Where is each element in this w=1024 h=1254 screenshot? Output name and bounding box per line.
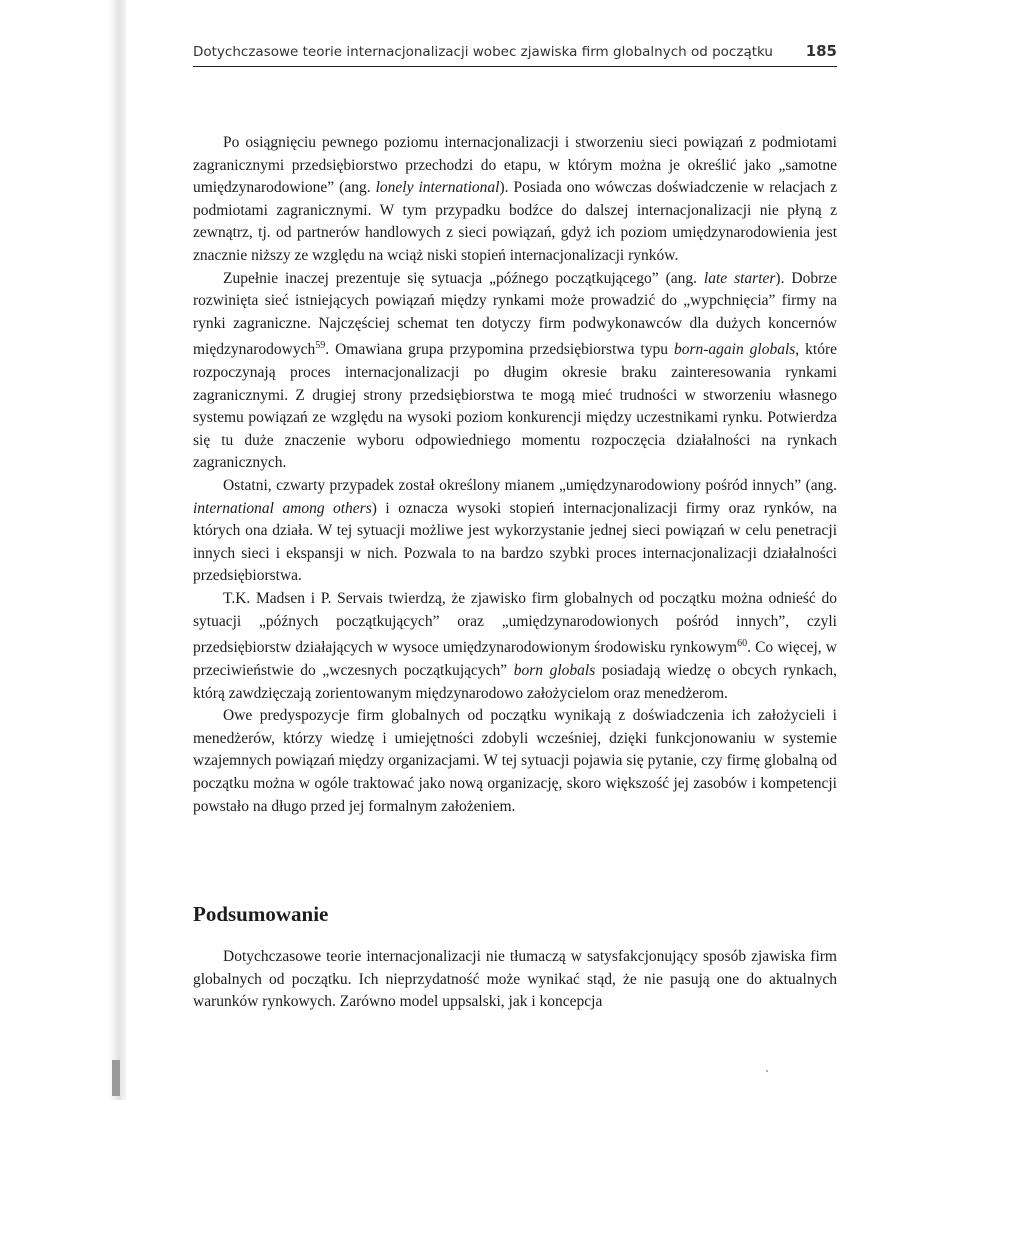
- italic-term: lonely international: [375, 179, 500, 197]
- running-header: [193, 40, 837, 67]
- text-run: Ostatni, czwarty przypadek został określony mianem „umiędzynarodowiony pośród innych” (ang.: [223, 477, 837, 495]
- text-run: T.K. Madsen i P. Servais twierdzą, że zjawisko firm globalnych od początku można odnieść do sytuacji „późnych początkujących” oraz „umiędzynarodowionych pośród innych”, czyli przedsiębiorstw działających w wysoce umiędzynarodowionym środowisku rynkowym: [193, 590, 837, 657]
- section-heading: Podsumowanie: [193, 902, 329, 926]
- text-run: ). Posiada ono wówczas doświadczenie w relacjach z podmiotami zagranicznymi. W tym przypadku bodźce do dalszej internacjonalizacji nie płyną z zewnątrz, tj. od partnerów handlowych z sieci powiązań, gdyż ich poziom umiędzynarodowienia jest znacznie niższy ze względu na wciąż niski stopień internacjonalizacji rynków.: [193, 179, 838, 264]
- footnote-ref: 60: [737, 638, 748, 650]
- scan-binding-mark: [112, 1060, 120, 1096]
- italic-term: born-again globals: [673, 341, 796, 359]
- text-run: . Co więcej, w przeciwieństwie do „wczesnych początkujących”: [193, 639, 838, 679]
- footnote-ref: 59: [315, 340, 326, 352]
- paragraph: [193, 475, 837, 588]
- text-run: posiadają wiedzę o obcych rynkach, którą zawdzięczają zorientowanym międzynarodowo założycielom oraz menedżerom.: [193, 661, 837, 702]
- text-run: , które rozpoczynają proces internacjonalizacji po długim okresie braku zainteresowania rynkami zagranicznymi. Z drugiej strony przedsiębiorstwa te mogą mieć trudności w stworzeniu własnego systemu powiązań ze względu na wysoki poziom konkurencji między uczestnikami rynku. Potwierdza się tu duże znaczenie wyboru odpowiedniego momentu rozpoczęcia działalności na rynkach zagranicznych.: [193, 341, 837, 472]
- paragraph: [193, 588, 837, 705]
- scan-shadow: [108, 0, 126, 1100]
- italic-term: born globals: [513, 661, 596, 679]
- text-run: . Omawiana grupa przypomina przedsiębiorstwa typu: [325, 341, 674, 359]
- text-run: ). Dobrze rozwinięta sieć istniejących powiązań między rynkami może prowadzić do „wypchnięcia” firmy na rynki zagraniczne. Najczęściej schemat ten dotyczy firm podwykonawców dla dużych koncernów międzynarodowych: [193, 269, 837, 359]
- text-run: Po osiągnięciu pewnego poziomu internacjonalizacji i stworzeniu sieci powiązań z podmiotami zagranicznymi przedsiębiorstwo przechodzi do etapu, w którym można je określić jako „samotne umiędzynarodowione” (ang.: [193, 134, 837, 197]
- scan-speck: [766, 1070, 768, 1072]
- page-number: 185: [805, 42, 837, 60]
- text-run: Zupełnie inaczej prezentuje się sytuacja „późnego początkującego” (ang.: [223, 269, 704, 287]
- paragraph: [193, 268, 837, 476]
- summary-text: [193, 946, 837, 1014]
- paragraph: [193, 705, 837, 818]
- body-text: [193, 132, 837, 818]
- text-run: Owe predyspozycje firm globalnych od początku wynikają z doświadczenia ich założycieli i menedżerów, którzy wiedzę i umiejętności zdobyli wcześniej, dzięki funkcjonowaniu w systemie wzajemnych powiązań między organizacjami. W tej sytuacji pojawia się pytanie, czy firmę globalną od początku można w ogóle traktować jako nową organizację, skoro większość jej zasobów i kompetencji powstało na długo przed jej formalnym założeniem.: [193, 707, 837, 815]
- italic-term: international among others: [193, 499, 372, 517]
- paragraph: [193, 132, 837, 268]
- summary-paragraph: Dotychczasowe teorie internacjonalizacji nie tłumaczą w satysfakcjonujący sposób zjawiska firm globalnych od początku. Ich nieprzydatność może wynikać stąd, że nie pasują one do aktualnych warunków rynkowych. Zarówno model uppsalski, jak i koncepcja: [193, 948, 837, 1011]
- italic-term: late starter: [703, 269, 776, 287]
- text-run: ) i oznacza wysoki stopień internacjonalizacji firmy oraz rynków, na których ona działa. W tej sytuacji możliwe jest wykorzystanie jednej sieci powiązań w celu penetracji innych sieci i ekspansji w nich. Pozwala to na bardzo szybki proces internacjonalizacji działalności przedsiębiorstwa.: [193, 499, 837, 585]
- running-title: Dotychczasowe teorie internacjonalizacji wobec zjawiska firm globalnych od początku: [193, 44, 773, 60]
